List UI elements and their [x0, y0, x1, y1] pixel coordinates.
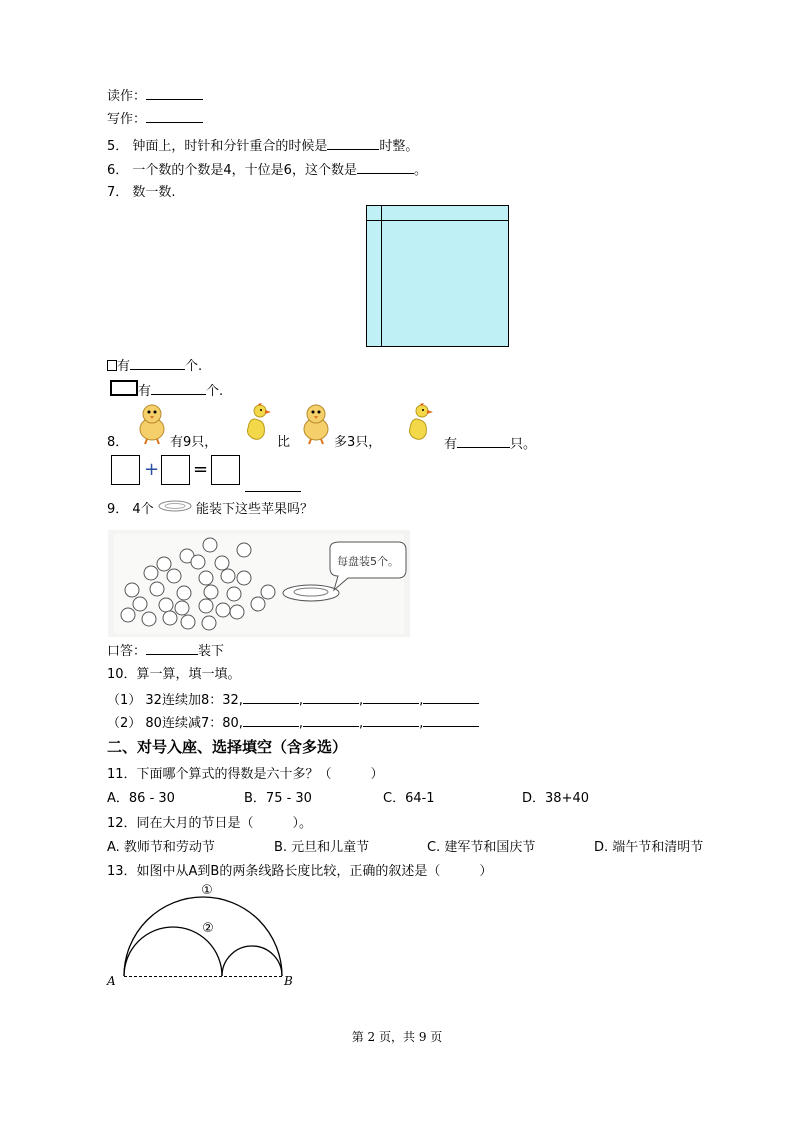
q8-unit-blank[interactable] [245, 491, 301, 492]
sep: , [298, 693, 304, 708]
q10-blank-1a[interactable] [243, 690, 299, 704]
q9-blank[interactable] [146, 641, 198, 655]
read-label: 读作： [107, 89, 147, 104]
route-diagram [104, 878, 300, 990]
q8-more3: 多3只， [334, 435, 382, 450]
route-2-label: ② [202, 921, 214, 936]
q11-option-a[interactable]: A．86 - 30 [107, 791, 175, 806]
q9-answer [107, 641, 224, 661]
plus-sign: + [144, 459, 160, 480]
question-7: 7． 数一数. [107, 185, 176, 200]
q10-line-2 [107, 713, 479, 733]
rectangle-icon [110, 380, 138, 396]
small-square-icon [107, 360, 117, 371]
duck-icon-2 [406, 402, 434, 444]
section-2-title: 二、对号入座、选择填空（含多选） [107, 738, 348, 756]
q7-row2-blank[interactable] [151, 381, 206, 395]
q8-bi: 比 [277, 435, 291, 450]
read-blank[interactable] [146, 86, 203, 100]
answer-box-1[interactable] [111, 455, 140, 485]
read-line [107, 86, 203, 106]
q7-row1-blank[interactable] [130, 356, 185, 370]
write-line [107, 109, 203, 129]
write-blank[interactable] [146, 109, 203, 123]
q5-text: 5． 钟面上，时针和分针重合的时候是 [107, 139, 328, 154]
grid-figure [366, 205, 511, 349]
q12-option-c[interactable]: C. 建军节和国庆节 [427, 840, 536, 855]
q7-row-1 [107, 356, 202, 376]
q7-row2-tail: 个. [206, 384, 224, 399]
q10-blank-1d[interactable] [423, 690, 479, 704]
sep: , [359, 716, 364, 731]
plate-icon [158, 500, 192, 514]
point-a-label: A [107, 974, 116, 988]
q10-blank-2b[interactable] [303, 713, 359, 727]
q8-has: 有 [444, 437, 458, 452]
q10-blank-2c[interactable] [363, 713, 419, 727]
question-13: 13．如图中从A到B的两条线路长度比较，正确的叙述是（ ） [107, 864, 493, 879]
q11-option-d[interactable]: D．38+40 [522, 791, 589, 806]
q10-blank-1b[interactable] [303, 690, 359, 704]
q10-blank-1c[interactable] [363, 690, 419, 704]
duck-icon [244, 402, 272, 444]
q7-row-2 [110, 380, 223, 401]
q7-row1-label: 有 [117, 359, 131, 374]
q8-has-line [444, 434, 536, 454]
q6-tail: 。 [413, 163, 427, 178]
q8-unit: 只。 [510, 437, 537, 452]
write-label: 写作： [107, 112, 147, 127]
q10-blank-2a[interactable] [243, 713, 299, 727]
q12-option-d[interactable]: D. 端午节和清明节 [594, 840, 704, 855]
sep: , [419, 693, 424, 708]
question-11: 11．下面哪个算式的得数是六十多？（ ） [107, 767, 384, 782]
q9-text-a: 9． 4个 [107, 502, 154, 517]
route-1-label: ① [201, 883, 213, 898]
question-9 [107, 500, 313, 519]
sep: , [419, 716, 424, 731]
q9-answer-tail: 装下 [198, 644, 225, 659]
q7-row2-label: 有 [138, 384, 152, 399]
q7-row1-tail: 个. [185, 359, 203, 374]
q5-blank[interactable] [327, 136, 379, 150]
q10-line-1 [107, 690, 479, 710]
question-5 [107, 136, 418, 156]
sep: , [298, 716, 304, 731]
q12-option-b[interactable]: B. 元旦和儿童节 [274, 840, 370, 855]
q10-line2-text: （2） 80连续减7：80, [107, 716, 243, 731]
apples-illustration [108, 530, 410, 637]
question-6 [107, 160, 427, 180]
q12-option-a[interactable]: A. 教师节和劳动节 [107, 840, 215, 855]
q6-blank[interactable] [357, 160, 414, 174]
answer-box-3[interactable] [211, 455, 240, 485]
answer-box-2[interactable] [161, 455, 190, 485]
q11-option-c[interactable]: C．64-1 [383, 791, 435, 806]
q9-answer-prefix: 口答： [107, 644, 147, 659]
chick-icon [134, 401, 170, 445]
q8-blank[interactable] [457, 434, 510, 448]
q5-tail: 时整。 [379, 139, 419, 154]
page-footer: 第 2 页，共 9 页 [351, 1030, 443, 1044]
equals-sign: = [193, 459, 209, 480]
q9-text-b: 能装下这些苹果吗？ [195, 502, 313, 517]
question-12: 12．同在大月的节日是（ ）。 [107, 816, 313, 831]
q10-title: 10．算一算，填一填。 [107, 667, 241, 682]
q6-text: 6． 一个数的个数是4，十位是6，这个数是 [107, 163, 357, 178]
q10-blank-2d[interactable] [423, 713, 479, 727]
q8-number: 8． [107, 435, 129, 450]
q10-line1-text: （1） 32连续加8：32, [107, 693, 243, 708]
q11-option-b[interactable]: B．75 - 30 [244, 791, 312, 806]
speech-text: 每盘装5个。 [337, 555, 399, 568]
point-b-label: B [284, 974, 293, 988]
sep: , [359, 693, 364, 708]
q8-has9: 有9只， [170, 435, 218, 450]
chick-icon-2 [298, 401, 334, 445]
